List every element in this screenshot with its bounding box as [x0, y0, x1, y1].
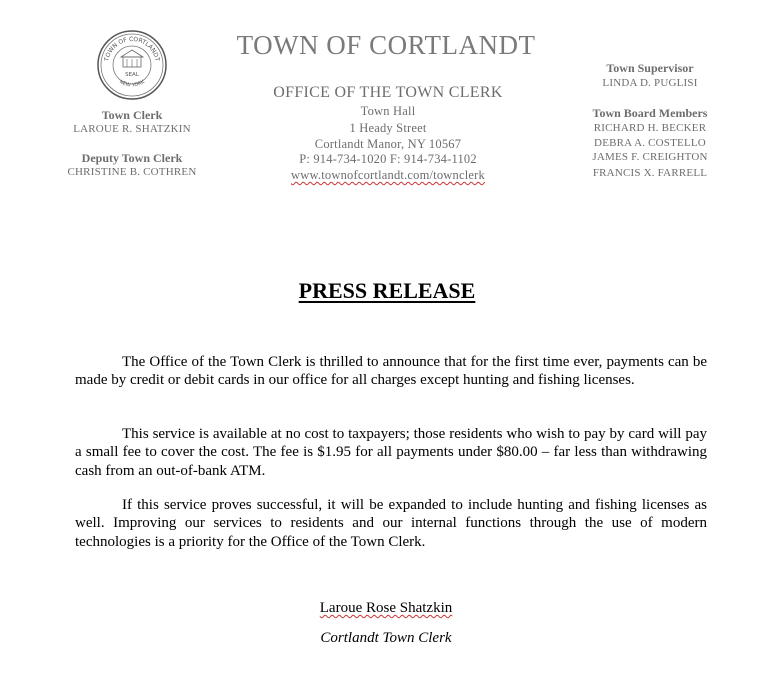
- office-title: OFFICE OF THE TOWN CLERK: [273, 84, 503, 101]
- street-line: 1 Heady Street: [349, 121, 427, 135]
- supervisor-name: LINDA D. PUGLISI: [602, 77, 698, 89]
- board-member: RICHARD H. BECKER: [593, 122, 707, 134]
- board-member: DEBRA A. COSTELLO: [594, 137, 706, 149]
- paragraph-1: [75, 353, 707, 390]
- board-heading: Town Board Members: [592, 106, 708, 120]
- website-link[interactable]: www.townofcortlandt.com/townclerk: [291, 168, 485, 182]
- deputy-clerk-heading: Deputy Town Clerk: [81, 151, 183, 165]
- svg-text:TOWN OF CORTLANDT: TOWN OF CORTLANDT: [103, 35, 161, 62]
- city-line: Cortlandt Manor, NY 10567: [314, 137, 462, 151]
- town-clerk-heading: Town Clerk: [101, 108, 163, 122]
- town-clerk-name: LAROUE R. SHATZKIN: [73, 123, 191, 135]
- paragraph-2: [75, 425, 707, 480]
- paragraph-3-text: If this service proves successful, it will be expanded to include hunting and fishing licenses as well. Improving our services to residents and our internal functions through the use of modern technologies is a priority for the Office of the Town Clerk.: [75, 497, 707, 550]
- town-title: TOWN OF CORTLANDT: [236, 30, 536, 60]
- supervisor-heading: Town Supervisor: [606, 61, 694, 75]
- signature-name-text: Laroue Rose Shatzkin: [319, 600, 453, 616]
- board-member: JAMES F. CREIGHTON: [592, 151, 708, 163]
- paragraph-2-text: This service is available at no cost to taxpayers; those residents who wish to pay by card will pay a small fee to cover the cost. The fee is $1.95 for all payments under $80.00 – far less than withdrawing cash from an out-of-bank ATM.: [75, 426, 707, 479]
- svg-text:NEW YORK: NEW YORK: [118, 79, 146, 89]
- board-member: FRANCIS X. FARRELL: [592, 167, 708, 179]
- signature-title: Cortlandt Town Clerk: [320, 630, 452, 646]
- phone-fax-line: P: 914-734-1020 F: 914-734-1102: [299, 152, 477, 166]
- svg-text:SEAL: SEAL: [125, 72, 139, 78]
- signature-name: [0, 600, 772, 617]
- paragraph-1-text: The Office of the Town Clerk is thrilled to announce that for the first time ever, payments can be made by credit or debit cards in our office for all charges except hunting and fishing licenses.: [75, 354, 707, 389]
- town-hall-line: Town Hall: [360, 104, 416, 118]
- press-release-heading: PRESS RELEASE: [298, 278, 476, 303]
- deputy-clerk-name: CHRISTINE B. COTHREN: [67, 166, 197, 178]
- paragraph-3: [75, 496, 707, 551]
